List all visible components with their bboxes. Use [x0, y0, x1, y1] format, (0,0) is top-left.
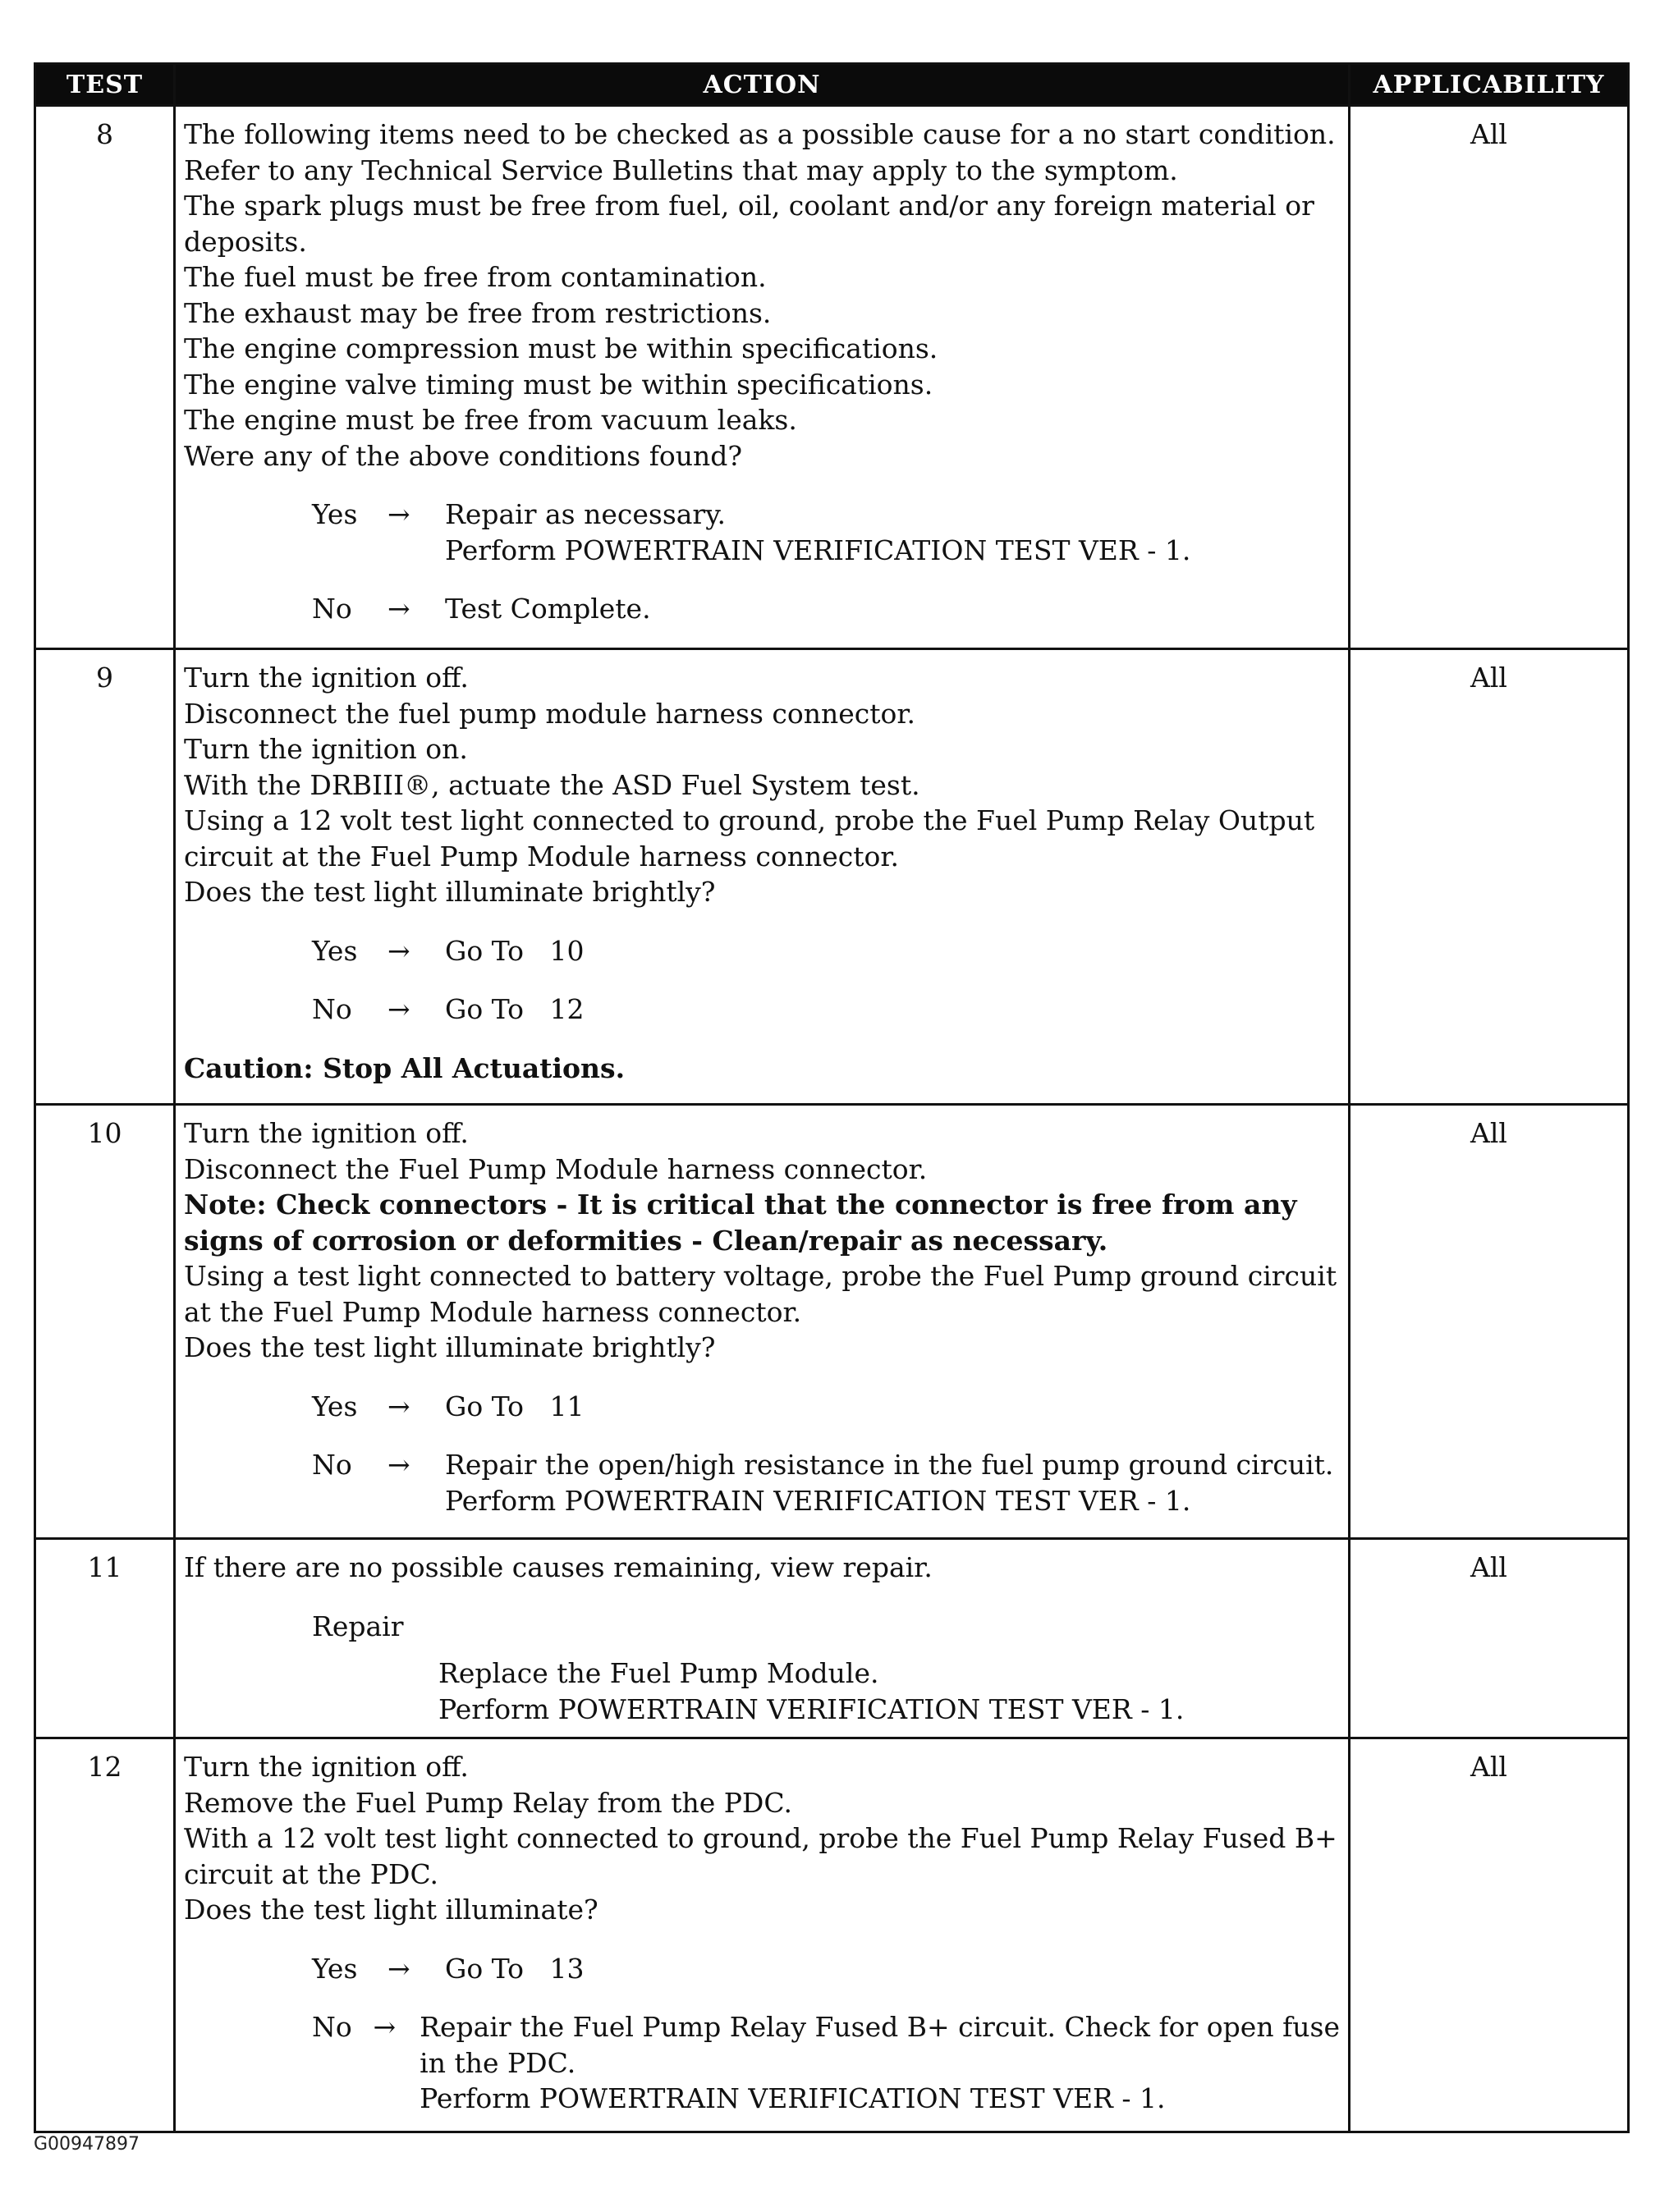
branch-result: Perform POWERTRAIN VERIFICATION TEST VER - 1. — [445, 1484, 1191, 1517]
action-line: Disconnect the Fuel Pump Module harness connector. — [184, 1152, 928, 1185]
action-line: Refer to any Technical Service Bulletins that may apply to the symptom. — [184, 153, 1178, 186]
test-number: 10 — [35, 1105, 175, 1539]
arrow-right-icon: → — [387, 1390, 410, 1422]
arrow-right-icon: → — [387, 1449, 410, 1481]
action-line: Does the test light illuminate brightly? — [184, 1331, 716, 1363]
action-line: Using a 12 volt test light connected to ground, probe the Fuel Pump Relay Output — [184, 804, 1315, 836]
branch-result: Repair the open/high resistance in the fuel pump ground circuit. — [445, 1449, 1334, 1481]
branch-result: Repair the Fuel Pump Relay Fused B+ circuit. Check for open fuse — [420, 2011, 1340, 2043]
yes-branch — [184, 933, 1340, 969]
action-line: The engine compression must be within specifications. — [184, 332, 938, 364]
note-line: signs of corrosion or deformities - Clean/repair as necessary. — [184, 1224, 1108, 1257]
figure-id: G00947897 — [34, 2134, 140, 2155]
table-header-row — [35, 64, 1629, 106]
no-branch — [184, 1447, 1340, 1518]
applicability-cell: All — [1350, 649, 1629, 1105]
arrow-right-icon: → — [373, 2011, 397, 2043]
action-line: If there are no possible causes remaining, view repair. — [184, 1551, 933, 1583]
table-row — [35, 1738, 1629, 2132]
action-line: Turn the ignition off. — [184, 662, 469, 694]
action-cell — [175, 1105, 1350, 1539]
applicability-cell: All — [1350, 106, 1629, 649]
action-line: The engine valve timing must be within specifications. — [184, 368, 933, 401]
branch-result: Perform POWERTRAIN VERIFICATION TEST VER - 1. — [445, 534, 1191, 566]
action-line: With the DRBIII®, actuate the ASD Fuel System test. — [184, 768, 920, 801]
test-number: 12 — [35, 1738, 175, 2132]
test-number: 11 — [35, 1539, 175, 1738]
repair-steps — [184, 1656, 1340, 1727]
branch-result: Repair as necessary. — [445, 498, 726, 530]
yes-label: Yes — [312, 1952, 358, 1985]
action-line: The engine must be free from vacuum leaks. — [184, 404, 797, 436]
branch-result: Go To 13 — [445, 1952, 585, 1985]
repair-block — [184, 1609, 1340, 1645]
branch-result: Go To 10 — [445, 934, 585, 967]
action-line: The following items need to be checked as a possible cause for a no start condition. — [184, 118, 1336, 150]
action-line: deposits. — [184, 225, 307, 258]
branch-result: Go To 11 — [445, 1390, 585, 1422]
arrow-right-icon: → — [387, 934, 410, 967]
action-line: circuit at the Fuel Pump Module harness connector. — [184, 840, 899, 872]
repair-label: Repair — [312, 1610, 404, 1642]
action-line: Disconnect the fuel pump module harness connector. — [184, 697, 916, 730]
table-row — [35, 1539, 1629, 1738]
diagnostic-test-table — [34, 62, 1630, 2133]
arrow-right-icon: → — [387, 593, 410, 625]
action-cell — [175, 106, 1350, 649]
no-label: No — [312, 993, 352, 1025]
repair-body — [312, 1656, 1340, 1727]
action-cell — [175, 1539, 1350, 1738]
yes-label: Yes — [312, 1390, 358, 1422]
no-label: No — [312, 1449, 352, 1481]
table-row — [35, 649, 1629, 1105]
repair-line: Perform POWERTRAIN VERIFICATION TEST VER - 1. — [438, 1692, 1185, 1725]
applicability-cell: All — [1350, 1539, 1629, 1738]
header-test: TEST — [35, 64, 175, 106]
action-cell — [175, 649, 1350, 1105]
test-number: 9 — [35, 649, 175, 1105]
no-branch — [184, 591, 1340, 627]
arrow-right-icon: → — [387, 1952, 410, 1985]
action-line: Remove the Fuel Pump Relay from the PDC. — [184, 1786, 792, 1819]
action-line: Does the test light illuminate brightly? — [184, 876, 716, 908]
note-line: Note: Check connectors - It is critical that the connector is free from any — [184, 1188, 1297, 1220]
action-line: at the Fuel Pump Module harness connector. — [184, 1295, 802, 1328]
yes-label: Yes — [312, 498, 358, 530]
arrow-right-icon: → — [387, 498, 410, 530]
yes-label: Yes — [312, 934, 358, 967]
caution-note: Caution: Stop All Actuations. — [184, 1051, 626, 1084]
action-line: Were any of the above conditions found? — [184, 439, 743, 472]
yes-branch — [184, 1389, 1340, 1425]
action-line: Turn the ignition off. — [184, 1751, 469, 1783]
table-row — [35, 1105, 1629, 1539]
header-applicability: APPLICABILITY — [1350, 64, 1629, 106]
test-number: 8 — [35, 106, 175, 649]
action-line: The spark plugs must be free from fuel, oil, coolant and/or any foreign material or — [184, 190, 1314, 222]
action-line: Turn the ignition on. — [184, 733, 468, 765]
action-line: Does the test light illuminate? — [184, 1894, 598, 1926]
no-branch — [184, 2009, 1340, 2117]
yes-branch — [184, 1951, 1340, 1987]
no-label: No — [312, 2011, 352, 2043]
branch-result: Test Complete. — [445, 593, 651, 625]
action-line: The fuel must be free from contamination. — [184, 261, 767, 293]
applicability-cell: All — [1350, 1105, 1629, 1539]
action-line: Turn the ignition off. — [184, 1117, 469, 1149]
arrow-right-icon: → — [387, 993, 410, 1025]
action-line: With a 12 volt test light connected to ground, probe the Fuel Pump Relay Fused B+ — [184, 1822, 1337, 1854]
action-line: circuit at the PDC. — [184, 1857, 439, 1890]
action-line: Using a test light connected to battery voltage, probe the Fuel Pump ground circuit — [184, 1260, 1337, 1292]
no-label: No — [312, 593, 352, 625]
repair-line: Replace the Fuel Pump Module. — [438, 1657, 879, 1689]
no-branch — [184, 992, 1340, 1028]
header-action: ACTION — [175, 64, 1350, 106]
branch-result: Perform POWERTRAIN VERIFICATION TEST VER - 1. — [420, 2082, 1166, 2114]
action-cell — [175, 1738, 1350, 2132]
branch-result: Go To 12 — [445, 993, 585, 1025]
applicability-cell: All — [1350, 1738, 1629, 2132]
yes-branch — [184, 497, 1340, 568]
table-row — [35, 106, 1629, 649]
action-line: The exhaust may be free from restrictions. — [184, 296, 772, 329]
branch-result: in the PDC. — [420, 2046, 576, 2079]
